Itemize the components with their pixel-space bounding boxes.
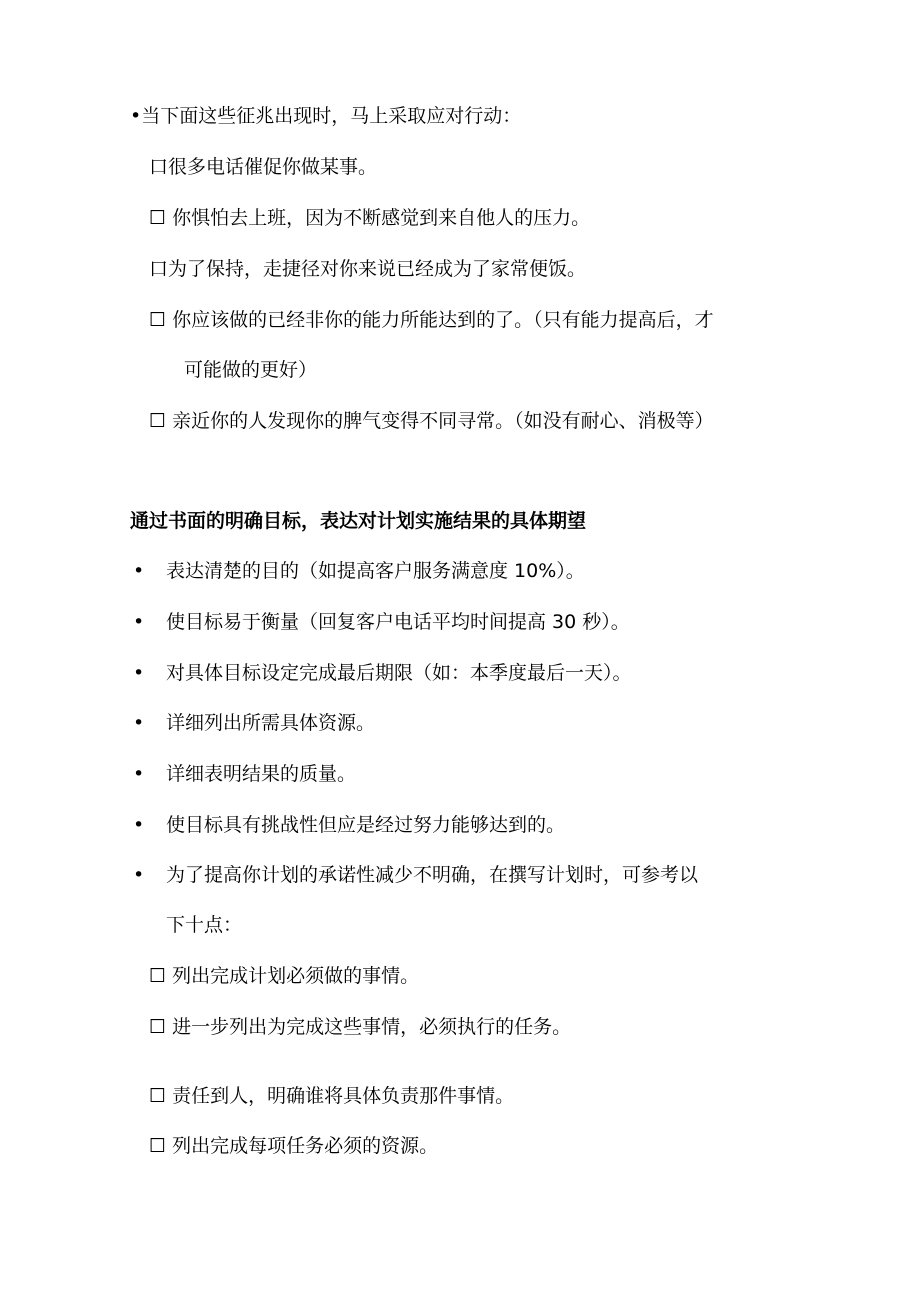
bullet-glyph: •	[133, 712, 145, 734]
warning-sign-item-continuation: 可能做的更好）	[184, 359, 318, 381]
section-heading: 通过书面的明确目标，表达对计划实施结果的具体期望	[130, 510, 587, 532]
warning-sign-item: ☐ 你惧怕去上班，因为不断感觉到来自他人的压力。	[149, 207, 591, 229]
bullet-glyph: •	[133, 662, 145, 684]
checklist-item: ☐ 列出完成计划必须做的事情。	[149, 965, 420, 987]
warning-sign-item: ☐ 亲近你的人发现你的脾气变得不同寻常。（如没有耐心、消极等）	[149, 410, 714, 432]
goal-bullet-item: 详细列出所需具体资源。	[166, 712, 376, 734]
checklist-item: ☐ 责任到人，明确谁将具体负责那件事情。	[149, 1085, 515, 1107]
bullet-glyph: •	[133, 611, 145, 633]
bullet-glyph: •	[133, 864, 145, 886]
goal-bullet-item: 表达清楚的目的（如提高客户服务满意度 10%）。	[166, 560, 585, 582]
goal-bullet-item: 为了提高你计划的承诺性减少不明确，在撰写计划时，可参考以	[166, 864, 699, 886]
checklist-item: ☐ 进一步列出为完成这些事情，必须执行的任务。	[149, 1016, 572, 1038]
goal-bullet-item: 使目标具有挑战性但应是经过努力能够达到的。	[166, 814, 566, 836]
bullet-glyph: •	[133, 814, 145, 836]
goal-bullet-item: 详细表明结果的质量。	[166, 763, 357, 785]
bullet-glyph: •	[133, 560, 145, 582]
warning-signs-intro: •当下面这些征兆出现时，马上采取应对行动：	[130, 105, 522, 127]
warning-sign-item: 口很多电话催促你做某事。	[149, 156, 378, 178]
bullet-glyph: •	[133, 763, 145, 785]
warning-sign-item: ☐ 你应该做的已经非你的能力所能达到的了。（只有能力提高后，才	[149, 309, 714, 331]
goal-bullet-item: 对具体目标设定完成最后期限（如：本季度最后一天）。	[166, 662, 632, 684]
goal-bullet-item: 使目标易于衡量（回复客户电话平均时间提高 30 秒）。	[166, 611, 630, 633]
warning-sign-item: 口为了保持，走捷径对你来说已经成为了家常便饭。	[149, 258, 587, 280]
goal-bullet-continuation: 下十点：	[166, 914, 243, 936]
checklist-item: ☐ 列出完成每项任务必须的资源。	[149, 1135, 439, 1157]
